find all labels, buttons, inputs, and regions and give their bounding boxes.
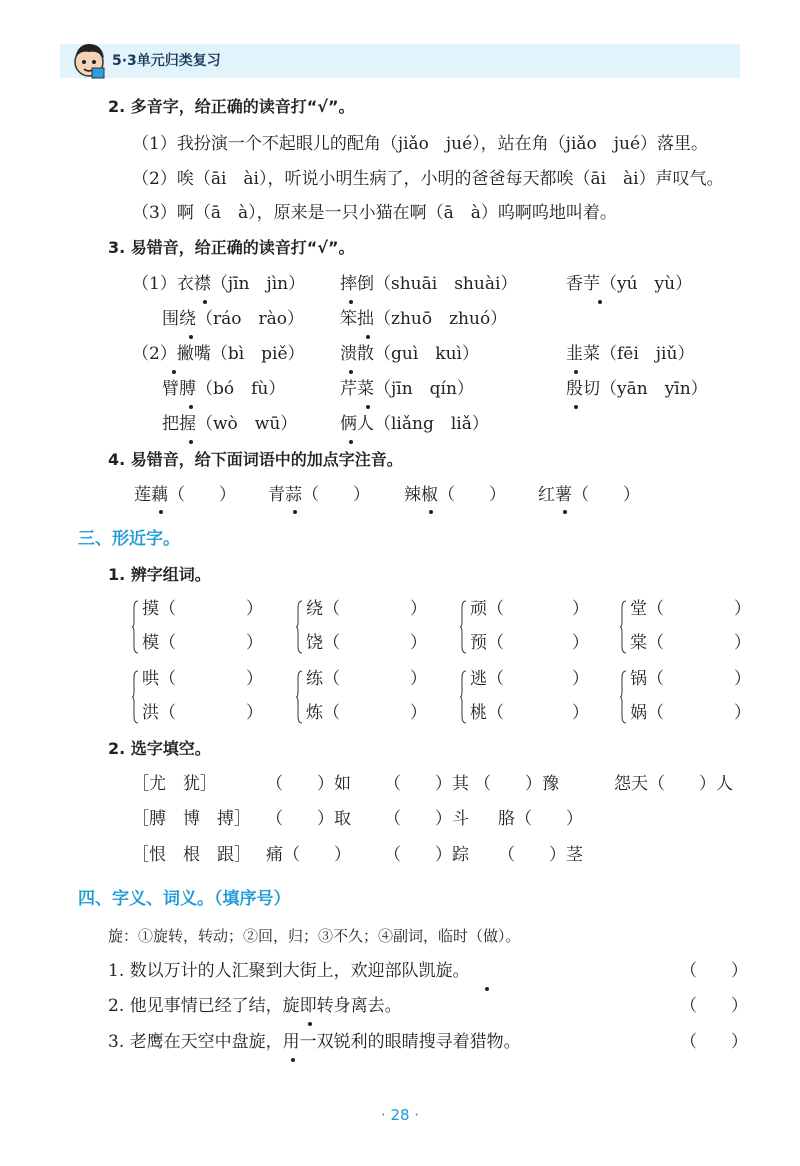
group-7-a: 逃（ bbox=[470, 669, 504, 689]
q4-item-3: 辣椒（ ） bbox=[404, 485, 506, 505]
q3-r2-c2: 笨拙（zhuō zhuó） bbox=[340, 309, 508, 329]
emphasis-dot bbox=[598, 300, 602, 304]
group-4-a: 堂（ bbox=[630, 599, 664, 619]
mascot-logo bbox=[68, 38, 110, 80]
section-4-title: 四、字义、词义。（填序号） bbox=[78, 889, 291, 909]
group-8-b: 娲（ bbox=[630, 703, 664, 723]
q4-item-2: 青蒜（ ） bbox=[268, 485, 370, 505]
sec4-item-1: 1. 数以万计的人汇聚到大街上，欢迎部队凯旋。 bbox=[108, 961, 470, 981]
sec3-q1-title: 1. 辨字组词。 bbox=[108, 565, 211, 584]
fill-r3-group: ［恨 根 跟］ bbox=[132, 845, 251, 865]
brace-icon bbox=[620, 670, 627, 724]
group-8-b-close: ） bbox=[734, 703, 751, 723]
emphasis-dot bbox=[485, 987, 489, 991]
brace-icon bbox=[620, 600, 627, 654]
sec4-definition: 旋：①旋转，转动；②回，归；③不久；④副词，临时（做）。 bbox=[108, 927, 521, 945]
group-3-b-close: ） bbox=[572, 633, 589, 653]
fill-r1-c1: （ ）如 bbox=[266, 774, 351, 794]
group-2-a: 绕（ bbox=[306, 599, 340, 619]
q3-r3-c3: 韭菜（fēi jiǔ） bbox=[566, 344, 695, 364]
fill-r2-c2: （ ）斗 bbox=[384, 809, 469, 829]
emphasis-dot bbox=[293, 510, 297, 514]
emphasis-dot bbox=[574, 370, 578, 374]
group-3-a: 顽（ bbox=[470, 599, 504, 619]
group-2-a-close: ） bbox=[410, 599, 427, 619]
fill-r3-c1: 痛（ ） bbox=[266, 845, 351, 865]
brace-icon bbox=[296, 600, 303, 654]
emphasis-dot bbox=[189, 405, 193, 409]
sec3-q2-title: 2. 选字填空。 bbox=[108, 739, 211, 758]
q3-r1-c1: （1）衣襟（jīn jìn） bbox=[132, 274, 306, 294]
fill-r2-group: ［膊 博 搏］ bbox=[132, 809, 251, 829]
emphasis-dot bbox=[366, 405, 370, 409]
sec4-answer-2: （ ） bbox=[680, 996, 748, 1016]
group-6-a-close: ） bbox=[410, 669, 427, 689]
group-6-b: 炼（ bbox=[306, 703, 340, 723]
group-5-a-close: ） bbox=[246, 669, 263, 689]
brace-icon bbox=[132, 600, 139, 654]
group-2-b-close: ） bbox=[410, 633, 427, 653]
q3-r4-c2: 芹菜（jīn qín） bbox=[340, 379, 474, 399]
fill-r1-c2: （ ）其 bbox=[384, 774, 469, 794]
emphasis-dot bbox=[308, 1022, 312, 1026]
q2-line-3: （3）啊（ā à），原来是一只小猫在啊（ā à）呜啊呜地叫着。 bbox=[132, 203, 617, 223]
group-6-a: 练（ bbox=[306, 669, 340, 689]
group-2-b: 饶（ bbox=[306, 633, 340, 653]
group-7-b: 桃（ bbox=[470, 703, 504, 723]
fill-r3-c2: （ ）踪 bbox=[384, 845, 469, 865]
group-7-a-close: ） bbox=[572, 669, 589, 689]
emphasis-dot bbox=[429, 510, 433, 514]
group-5-b: 洪（ bbox=[142, 703, 176, 723]
brace-icon bbox=[460, 670, 467, 724]
emphasis-dot bbox=[574, 405, 578, 409]
emphasis-dot bbox=[291, 1058, 295, 1062]
q4-title: 4. 易错音，给下面词语中的加点字注音。 bbox=[108, 450, 403, 469]
q3-r1-c3: 香芋（yú yù） bbox=[566, 274, 693, 294]
q3-r3-c1: （2）撇嘴（bì piě） bbox=[132, 344, 305, 364]
brace-icon bbox=[132, 670, 139, 724]
group-8-a: 锅（ bbox=[630, 669, 664, 689]
group-4-b: 棠（ bbox=[630, 633, 664, 653]
sec4-item-3: 3. 老鹰在天空中盘旋，用一双锐利的眼睛搜寻着猎物。 bbox=[108, 1032, 521, 1052]
group-8-a-close: ） bbox=[734, 669, 751, 689]
group-4-b-close: ） bbox=[734, 633, 751, 653]
q3-r4-c3: 殷切（yān yīn） bbox=[566, 379, 708, 399]
brace-icon bbox=[296, 670, 303, 724]
group-1-a: 摸（ bbox=[142, 599, 176, 619]
emphasis-dot bbox=[172, 370, 176, 374]
sec4-answer-3: （ ） bbox=[680, 1032, 748, 1052]
q3-r1-c2: 摔倒（shuāi shuài） bbox=[340, 274, 518, 294]
emphasis-dot bbox=[349, 370, 353, 374]
group-1-b-close: ） bbox=[246, 633, 263, 653]
group-5-a: 哄（ bbox=[142, 669, 176, 689]
q2-line-1: （1）我扮演一个不起眼儿的配角（jiǎo jué），站在角（jiǎo jué）落里。 bbox=[132, 134, 709, 154]
emphasis-dot bbox=[366, 335, 370, 339]
fill-r1-group: ［尤 犹］ bbox=[132, 774, 217, 794]
section-3-title: 三、形近字。 bbox=[78, 529, 180, 549]
emphasis-dot bbox=[203, 300, 207, 304]
fill-r1-c3: （ ）豫 bbox=[474, 774, 559, 794]
emphasis-dot bbox=[349, 300, 353, 304]
fill-r2-c1: （ ）取 bbox=[266, 809, 351, 829]
group-1-a-close: ） bbox=[246, 599, 263, 619]
q3-r5-c1: 把握（wò wū） bbox=[162, 414, 298, 434]
emphasis-dot bbox=[189, 335, 193, 339]
header-title: 5·3单元归类复习 bbox=[112, 53, 221, 69]
q4-item-4: 红薯（ ） bbox=[538, 485, 640, 505]
group-7-b-close: ） bbox=[572, 703, 589, 723]
q3-r3-c2: 溃散（guì kuì） bbox=[340, 344, 479, 364]
fill-r2-c3: 胳（ ） bbox=[498, 809, 583, 829]
sec4-item-2: 2. 他见事情已经了结，旋即转身离去。 bbox=[108, 996, 402, 1016]
q3-r2-c1: 围绕（ráo rào） bbox=[162, 309, 304, 329]
fill-r1-c4: 怨天（ ）人 bbox=[614, 774, 733, 794]
q2-line-2: （2）唉（āi ài），听说小明生病了，小明的爸爸每天都唉（āi ài）声叹气。 bbox=[132, 169, 724, 189]
group-4-a-close: ） bbox=[734, 599, 751, 619]
q2-title: 2. 多音字，给正确的读音打“√”。 bbox=[108, 97, 355, 116]
group-3-b: 预（ bbox=[470, 633, 504, 653]
emphasis-dot bbox=[349, 440, 353, 444]
fill-r3-c3: （ ）茎 bbox=[498, 845, 583, 865]
q4-item-1: 莲藕（ ） bbox=[134, 485, 236, 505]
sec4-answer-1: （ ） bbox=[680, 961, 748, 981]
emphasis-dot bbox=[159, 510, 163, 514]
brace-icon bbox=[460, 600, 467, 654]
q3-title: 3. 易错音，给正确的读音打“√”。 bbox=[108, 238, 355, 257]
page-number: · 28 · bbox=[380, 1106, 420, 1124]
group-5-b-close: ） bbox=[246, 703, 263, 723]
emphasis-dot bbox=[563, 510, 567, 514]
q3-r5-c2: 俩人（liǎng liǎ） bbox=[340, 414, 489, 434]
group-6-b-close: ） bbox=[410, 703, 427, 723]
emphasis-dot bbox=[189, 440, 193, 444]
group-3-a-close: ） bbox=[572, 599, 589, 619]
group-1-b: 模（ bbox=[142, 633, 176, 653]
q3-r4-c1: 臂膊（bó fù） bbox=[162, 379, 286, 399]
